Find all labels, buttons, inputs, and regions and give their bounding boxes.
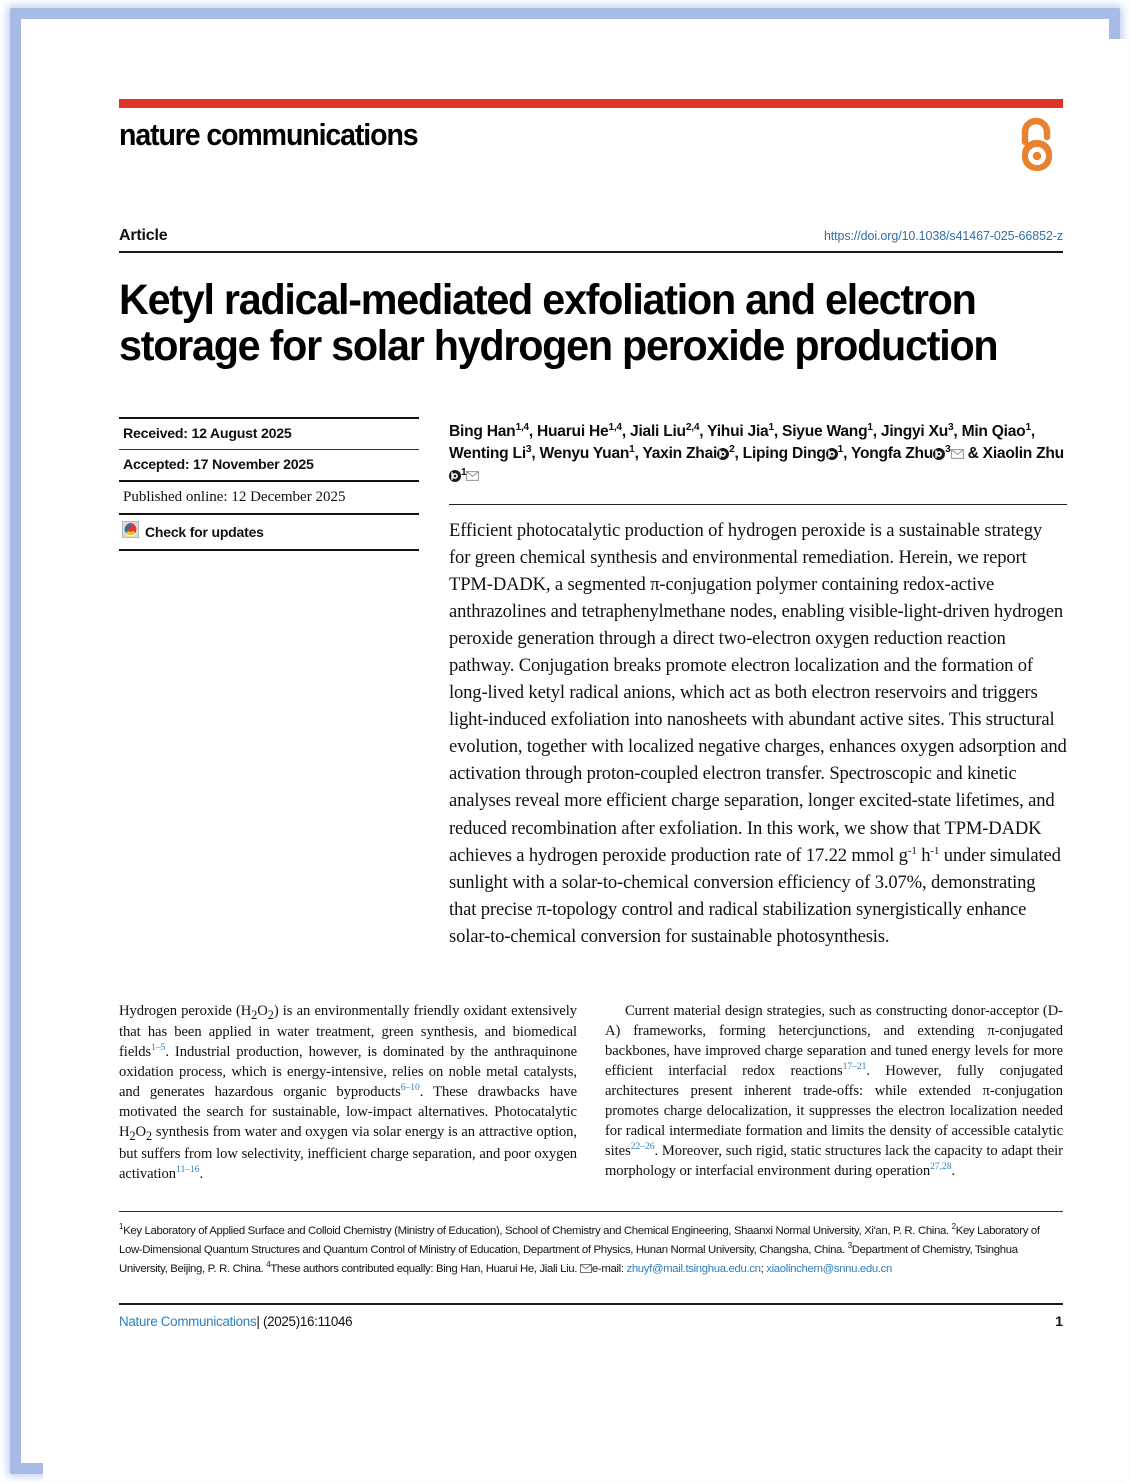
received-date: Received: 12 August 2025 [123,426,292,442]
journal-logo: nature communications [119,117,418,152]
author-list: Bing Han$^{1,4}$, Huarui He$^{1,4}$, Jiali Liu$^{2,4}$, Yihui Jia$^1$, Siyue Wang$^1$, Jingyi Xu$^3$, Min Qiao$^1$, Wenting Li$^3$, Wenyu Yuan$^1$, Yaxin Zhai $^2$, Liping Ding $^1$, Yongfa Zhu $^3$ & Xiaolin Zhu$^1$ [449,417,1067,488]
citation-ref[interactable]: 22–26 [630,1140,655,1152]
affiliation-4: These authors contributed equally: Bing Han, Huarui He, Jiali Liu. [270,1263,580,1276]
body-column-left [119,1002,577,1185]
citation-ref[interactable]: 6–10 [400,1082,420,1094]
orcid-icon[interactable] [717,446,729,463]
main-text [119,1002,1063,1185]
citation-ref[interactable]: 17–21 [842,1060,867,1072]
affiliation-1: Key Laboratory of Applied Surface and Colloid Chemistry (Ministry of Education), School of Chemistry and Chemical Engineering, Shaanxi Normal University, Xi'an, P. R. China. [123,1224,952,1237]
page-border [10,8,1120,1474]
email-link-2[interactable]: xiaolinchem@snnu.edu.cn [766,1263,893,1276]
page-number: 1 [1055,1312,1063,1329]
authors-abstract-panel [437,417,1067,950]
check-for-updates-button[interactable] [119,515,419,549]
article-meta-row [119,227,1063,251]
email-label: e-mail: [591,1263,627,1276]
citation-ref[interactable]: 11–16 [176,1163,200,1175]
article-type-label: Article [119,227,168,244]
affiliations-divider [119,1211,1063,1212]
citation-ref[interactable]: 27,28 [930,1160,952,1172]
doi-link[interactable]: https://doi.org/10.1038/s41467-025-66852-z [823,229,1063,243]
footer-journal-name[interactable]: Nature Communications [119,1313,257,1329]
envelope-icon[interactable] [951,446,964,463]
meta-divider-5 [119,549,419,551]
orcid-icon[interactable] [826,446,838,463]
orcid-icon[interactable] [449,468,461,485]
published-date: Published online: 12 December 2025 [123,489,346,505]
orcid-icon[interactable] [933,446,945,463]
article-body-top [119,417,1067,950]
footer-divider [119,1303,1063,1305]
affiliation-2: Key Laboratory of Low-Dimensional Quantum Structures and Quantum Control of Ministry of Education, Department of Physics, Hunan Normal University, Changsha, China. [119,1224,1040,1256]
metadata-panel [119,417,437,950]
brand-accent-bar [119,99,1063,108]
abstract-divider [449,504,1067,505]
email-separator: ; [760,1263,767,1276]
affiliation-3: Department of Chemistry, Tsinghua University, Beijing, P. R. China. [119,1243,1018,1276]
article-page [43,39,1129,1481]
check-for-updates-label: Check for updates [145,524,264,540]
paragraph-intro-2: Current material design strategies, such as constructing donor-acceptor (D-A) frameworks, forming hetercjunctions, and extending π-conjugated backbones, have improved charge separation and tuned energy levels for more efficient interfacial redox reactions$^{17-21}$. However, fully conjugated architectures present inherent trade-offs: while extended π-conjugation promotes charge delocalization, it suppresses the electron localization needed for radical intermediate formation and limits the density of accessible catalytic sites$^{22-26}$. Moreover, such rigid, static structures lack the capacity to adapt their morphology or interfacial environment during operation$^{27,28}$. [605,1002,1063,1179]
email-link-1[interactable]: zhuyf@mail.tsinghua.edu.cn [626,1263,761,1276]
masthead [119,117,1063,175]
affiliations: $^1$Key Laboratory of Applied Surface and Colloid Chemistry (Ministry of Education), School of Chemistry and Chemical Engineering, Shaanxi Normal University, Xi'an, P. R. China. $^2$Key Laboratory of Low-Dimensional Quantum Structures and Quantum Control of Ministry of Education, Department of Physics, Hunan Normal University, Changsha, China. $^3$Department of Chemistry, Tsinghua University, Beijing, P. R. China. $^4$These authors contributed equally: Bing Han, Huarui He, Jiali Liu. e-mail: zhuyf@mail.tsinghua.edu.cn; xiaolinchem@snnu.edu.cn [119,1221,1040,1276]
accepted-date: Accepted: 17 November 2025 [123,457,314,473]
envelope-icon[interactable] [466,468,479,485]
header-divider [119,251,1063,253]
footer-citation: | (2025)16:11046 [256,1313,353,1329]
body-column-right [605,1002,1063,1185]
page-title: Ketyl radical-mediated exfoliation and electron storage for solar hydrogen peroxide production [119,276,998,370]
citation-ref[interactable]: 1–5 [151,1042,166,1054]
page-footer [119,1313,1063,1331]
envelope-icon [580,1263,592,1275]
abstract-text: Efficient photocatalytic production of hydrogen peroxide is a sustainable strategy for green chemical synthesis and environmental remediation. Herein, we report TPM-DADK, a segmented π-conjugation polymer containing redox-active anthrazolines and tetraphenylmethane nodes, enabling visible-light-driven hydrogen peroxide generation through a direct two-electron oxygen reduction reaction pathway. Conjugation breaks promote electron localization and the formation of long-lived ketyl radical anions, which act as both electron reservoirs and triggers light-induced exfoliation into nanosheets with abundant active sites. This structural evolution, together with localized negative charges, enhances oxygen adsorption and activation through proton-coupled electron transfer. Spectroscopic and kinetic analyses reveal more efficient charge separation, longer excited-state lifetimes, and reduced recombination after exfoliation. In this work, we show that TPM-DADK achieves a hydrogen peroxide production rate of 17.22 mmol $g^{-1}$ $h^{-1}$ under simulated sunlight with a solar-to-chemical conversion efficiency of 3.07%, demonstrating that precise π-topology control and radical stabilization synergistically enhance solar-to-chemical conversion for sustainable photosynthesis. [449,519,1067,947]
open-access-lock-icon [1011,115,1063,180]
paragraph-intro-1: Hydrogen peroxide $(H_2O_2)$ is an environmentally friendly oxidant extensively that has been applied in water treatment, green synthesis, and biomedical fields$^{1-5}$. Industrial production, however, is dominated by the anthraquinone oxidation process, which is energy-intensive, relies on noble metal catalysts, and generates hazardous organic byproducts$^{6-10}$. These drawbacks have motivated the search for sustainable, low-impact alternatives. Photocatalytic $H_2O_2$ synthesis from water and oxygen via solar energy is an attractive option, but suffers from low selectivity, inefficient charge separation, and poor oxygen activation$^{11-16}$. [119,1002,578,1182]
crossmark-icon [122,521,139,543]
